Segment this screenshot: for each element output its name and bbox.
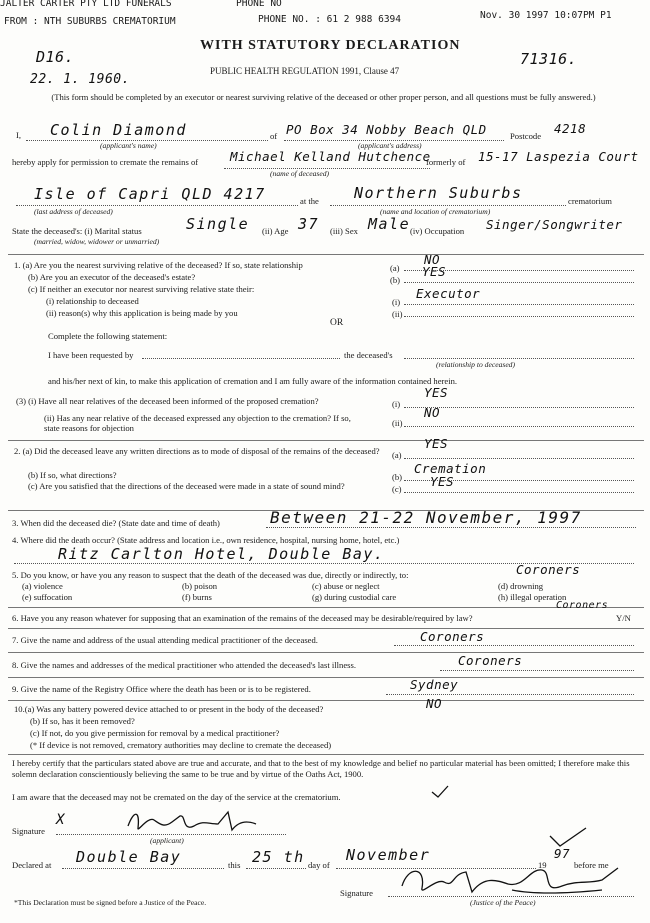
q1a-answer-label: (a)	[390, 263, 400, 273]
fax-phone-partial: PHONE NO	[236, 0, 282, 9]
this-label: this	[228, 860, 241, 870]
q1-3-i-text: (3) (i) Have all near relatives of the deceased been informed of the proposed cremation?	[16, 396, 319, 406]
crematorium-caption: (name and location of crematorium)	[380, 207, 491, 216]
occupation[interactable]: Singer/Songwriter	[486, 217, 623, 232]
q7-answer[interactable]: Coroners	[420, 629, 485, 644]
applicant-name-caption: (applicant's name)	[100, 141, 157, 150]
complete-statement: Complete the following statement:	[48, 331, 168, 341]
q5d: (d) drowning	[498, 581, 544, 591]
marital-status[interactable]: Single	[186, 215, 250, 233]
q1a-answer[interactable]: NO	[424, 252, 441, 267]
q2a-text: 2. (a) Did the deceased leave any written directions as to mode of disposal of the remains of the deceased?	[14, 446, 380, 456]
handwritten-note-right: 71316.	[520, 50, 578, 68]
q1cii-text: (ii) reason(s) why this application is being made by you	[46, 308, 238, 318]
handwritten-note-left: D16.	[36, 48, 75, 66]
instructions: (This form should be completed by an executor or nearest surviving relative of the deceased or other proper person, and all questions must be fully answered.)	[51, 92, 596, 102]
declared-place[interactable]: Double Bay	[76, 848, 182, 866]
regulation: PUBLIC HEALTH REGULATION 1991, Clause 47	[210, 66, 400, 76]
q5h: (h) illegal operation	[498, 592, 567, 602]
q1cii-answer-label: (ii)	[392, 309, 403, 319]
q5f: (f) burns	[182, 592, 212, 602]
q1b-answer[interactable]: YES	[422, 264, 447, 279]
deceased-s: the deceased's	[344, 350, 393, 360]
next-of-kin: and his/her next of kin, to make this application of cremation and I am fully aware of the information contained herein.	[48, 376, 458, 386]
q7-text: 7. Give the name and address of the usual attending medical practitioner of the deceased.	[12, 635, 318, 645]
q1ci-text: (i) relationship to deceased	[46, 296, 139, 306]
q5-answer[interactable]: Coroners	[516, 562, 581, 577]
q8-text: 8. Give the names and addresses of the medical practitioner who attended the deceased's last illness.	[12, 660, 356, 670]
q10-answer[interactable]: NO	[426, 696, 443, 711]
or-label: OR	[330, 318, 344, 328]
declared-month[interactable]: November	[346, 846, 431, 864]
age-label: (ii) Age	[262, 226, 289, 236]
declared-day[interactable]: 25 th	[252, 848, 305, 866]
footnote: *This Declaration must be signed before a Justice of the Peace.	[14, 898, 207, 907]
q3-text: 3. When did the deceased die? (State date and time of death)	[12, 518, 220, 528]
applicant-address[interactable]: PO Box 34 Nobby Beach QLD	[286, 122, 487, 137]
q9-answer[interactable]: Sydney	[410, 677, 459, 692]
signature-x-mark: X	[56, 812, 65, 828]
crematorium-suffix: crematorium	[568, 196, 612, 206]
requested-by: I have been requested by	[48, 350, 134, 360]
deceased-caption: (name of deceased)	[270, 169, 330, 178]
at-the-label: at the	[300, 196, 319, 206]
relationship-caption: (relationship to deceased)	[436, 360, 516, 369]
q4-text: 4. Where did the death occur? (State address and location i.e., own residence, hospital, nursing home, hotel, etc.)	[12, 535, 400, 545]
formerly-label: formerly of	[426, 157, 466, 167]
fax-company: JALTER CARTER PTY LTD FUNERALS	[0, 0, 172, 9]
checkmark-icon	[430, 784, 450, 800]
applicant-prefix: I,	[16, 130, 22, 140]
certify-text: I hereby certify that the particulars stated above are true and accurate, and that to the best of my knowledge and belief no particular material has been omitted; I therefore make this solemn declaration conscientiously believing the same to be true and by virtue of the Oaths Act, 1900.	[12, 758, 630, 779]
q4-answer[interactable]: Ritz Carlton Hotel, Double Bay.	[58, 545, 385, 563]
last-address[interactable]: Isle of Capri QLD 4217	[34, 185, 266, 203]
q5b: (b) poison	[182, 581, 218, 591]
q1c-text: (c) If neither an executor nor nearest surviving relative state their:	[28, 284, 255, 294]
tick-mark-icon	[548, 826, 588, 848]
aware-text: I am aware that the deceased may not be cremated on the day of the service at the crematorium.	[12, 792, 341, 802]
q6-answer[interactable]: Coroners	[556, 600, 609, 611]
applicant-caption: (applicant)	[150, 836, 184, 845]
q5e: (e) suffocation	[22, 592, 73, 602]
last-address-caption: (last address of deceased)	[34, 207, 113, 216]
q3-answer[interactable]: Between 21-22 November, 1997	[270, 508, 582, 527]
q2c-answer[interactable]: YES	[430, 474, 455, 489]
q10c-text: (c) If not, do you give permission for removal by a medical practitioner?	[30, 728, 280, 738]
q5-text: 5. Do you know, or have you any reason to suspect that the death of the deceased was due, directly or indirectly, to:	[12, 570, 409, 580]
q9-text: 9. Give the name of the Registry Office where the death has been or is to be registered.	[12, 684, 311, 694]
q2b-answer[interactable]: Cremation	[414, 461, 487, 476]
postcode[interactable]: 4218	[554, 121, 587, 136]
day-of-label: day of	[308, 860, 330, 870]
q2c-answer-label: (c)	[392, 484, 402, 494]
fax-date: Nov. 30 1997 10:07PM P1	[480, 10, 612, 21]
of-label: of	[270, 131, 278, 141]
applicant-name[interactable]: Colin Diamond	[50, 121, 187, 139]
signature-label: Signature	[12, 826, 45, 836]
declared-at-label: Declared at	[12, 860, 52, 870]
jp-signature[interactable]	[392, 860, 632, 900]
marital-caption: (married, widow, widower or unmarried)	[34, 237, 160, 246]
crematorium-name[interactable]: Northern Suburbs	[354, 184, 523, 202]
form-title: WITH STATUTORY DECLARATION	[200, 38, 461, 53]
sex-label: (iii) Sex	[330, 226, 358, 236]
q6-yn: Y/N	[616, 613, 631, 623]
applicant-signature[interactable]	[120, 806, 260, 836]
q1-3-ii-text: (ii) Has any near relative of the deceased expressed any objection to the cremation? If so, state reasons for objection	[44, 413, 351, 433]
q1-3-i-answer[interactable]: YES	[424, 385, 449, 400]
q10b-text: (b) If so, has it been removed?	[30, 716, 135, 726]
handwritten-date-left: 22. 1. 1960.	[30, 72, 130, 87]
former-address[interactable]: 15-17 Laspezia Court	[478, 149, 639, 164]
q2b-answer-label: (b)	[392, 472, 403, 482]
age[interactable]: 37	[298, 215, 320, 233]
jp-signature-label: Signature	[340, 888, 373, 898]
before-me-label: before me	[574, 860, 609, 870]
q2b-text: (b) If so, what directions?	[28, 470, 117, 480]
q1a-text: 1. (a) Are you the nearest surviving relative of the deceased? If so, state relationship	[14, 260, 303, 270]
q2c-text: (c) Are you satisfied that the directions of the deceased were made in a state of sound mind?	[28, 481, 345, 491]
q1b-answer-label: (b)	[390, 275, 401, 285]
applicant-address-caption: (applicant's address)	[358, 141, 422, 150]
q1-3-ii-answer[interactable]: NO	[424, 405, 441, 420]
declared-year[interactable]: 97	[554, 846, 571, 861]
postcode-label: Postcode	[510, 131, 542, 141]
occupation-label: (iv) Occupation	[410, 226, 465, 236]
fax-from: FROM : NTH SUBURBS CREMATORIUM	[4, 16, 176, 27]
q1-3-ii-answer-label: (ii)	[392, 418, 403, 428]
q5c: (c) abuse or neglect	[312, 581, 380, 591]
q1ci-answer[interactable]: Executor	[416, 286, 481, 301]
q10-note: (* If device is not removed, crematory authorities may decline to cremate the deceased)	[30, 740, 332, 750]
q1-3-i-answer-label: (i)	[392, 399, 401, 409]
q1b-text: (b) Are you an executor of the deceased's estate?	[28, 272, 196, 282]
sex[interactable]: Male	[368, 215, 411, 233]
jp-caption: (Justice of the Peace)	[470, 898, 536, 907]
apply-text: hereby apply for permission to cremate the remains of	[12, 157, 199, 167]
q5g: (g) during custodial care	[312, 592, 397, 602]
q10a-text: 10.(a) Was any battery powered device attached to or present in the body of the deceased?	[14, 704, 324, 714]
state-label: State the deceased's: (i) Marital status	[12, 226, 142, 236]
q2a-answer[interactable]: YES	[424, 436, 449, 451]
q8-answer[interactable]: Coroners	[458, 653, 523, 668]
q5a: (a) violence	[22, 581, 63, 591]
q1ci-answer-label: (i)	[392, 297, 401, 307]
year-prefix: 19	[538, 860, 547, 870]
q2a-answer-label: (a)	[392, 450, 402, 460]
fax-phone: PHONE NO. : 61 2 988 6394	[258, 14, 401, 25]
q6-text: 6. Have you any reason whatever for supposing that an examination of the remains of the deceased may be desirable/required by law?	[12, 613, 473, 623]
deceased-name[interactable]: Michael Kelland Hutchence	[230, 149, 431, 164]
